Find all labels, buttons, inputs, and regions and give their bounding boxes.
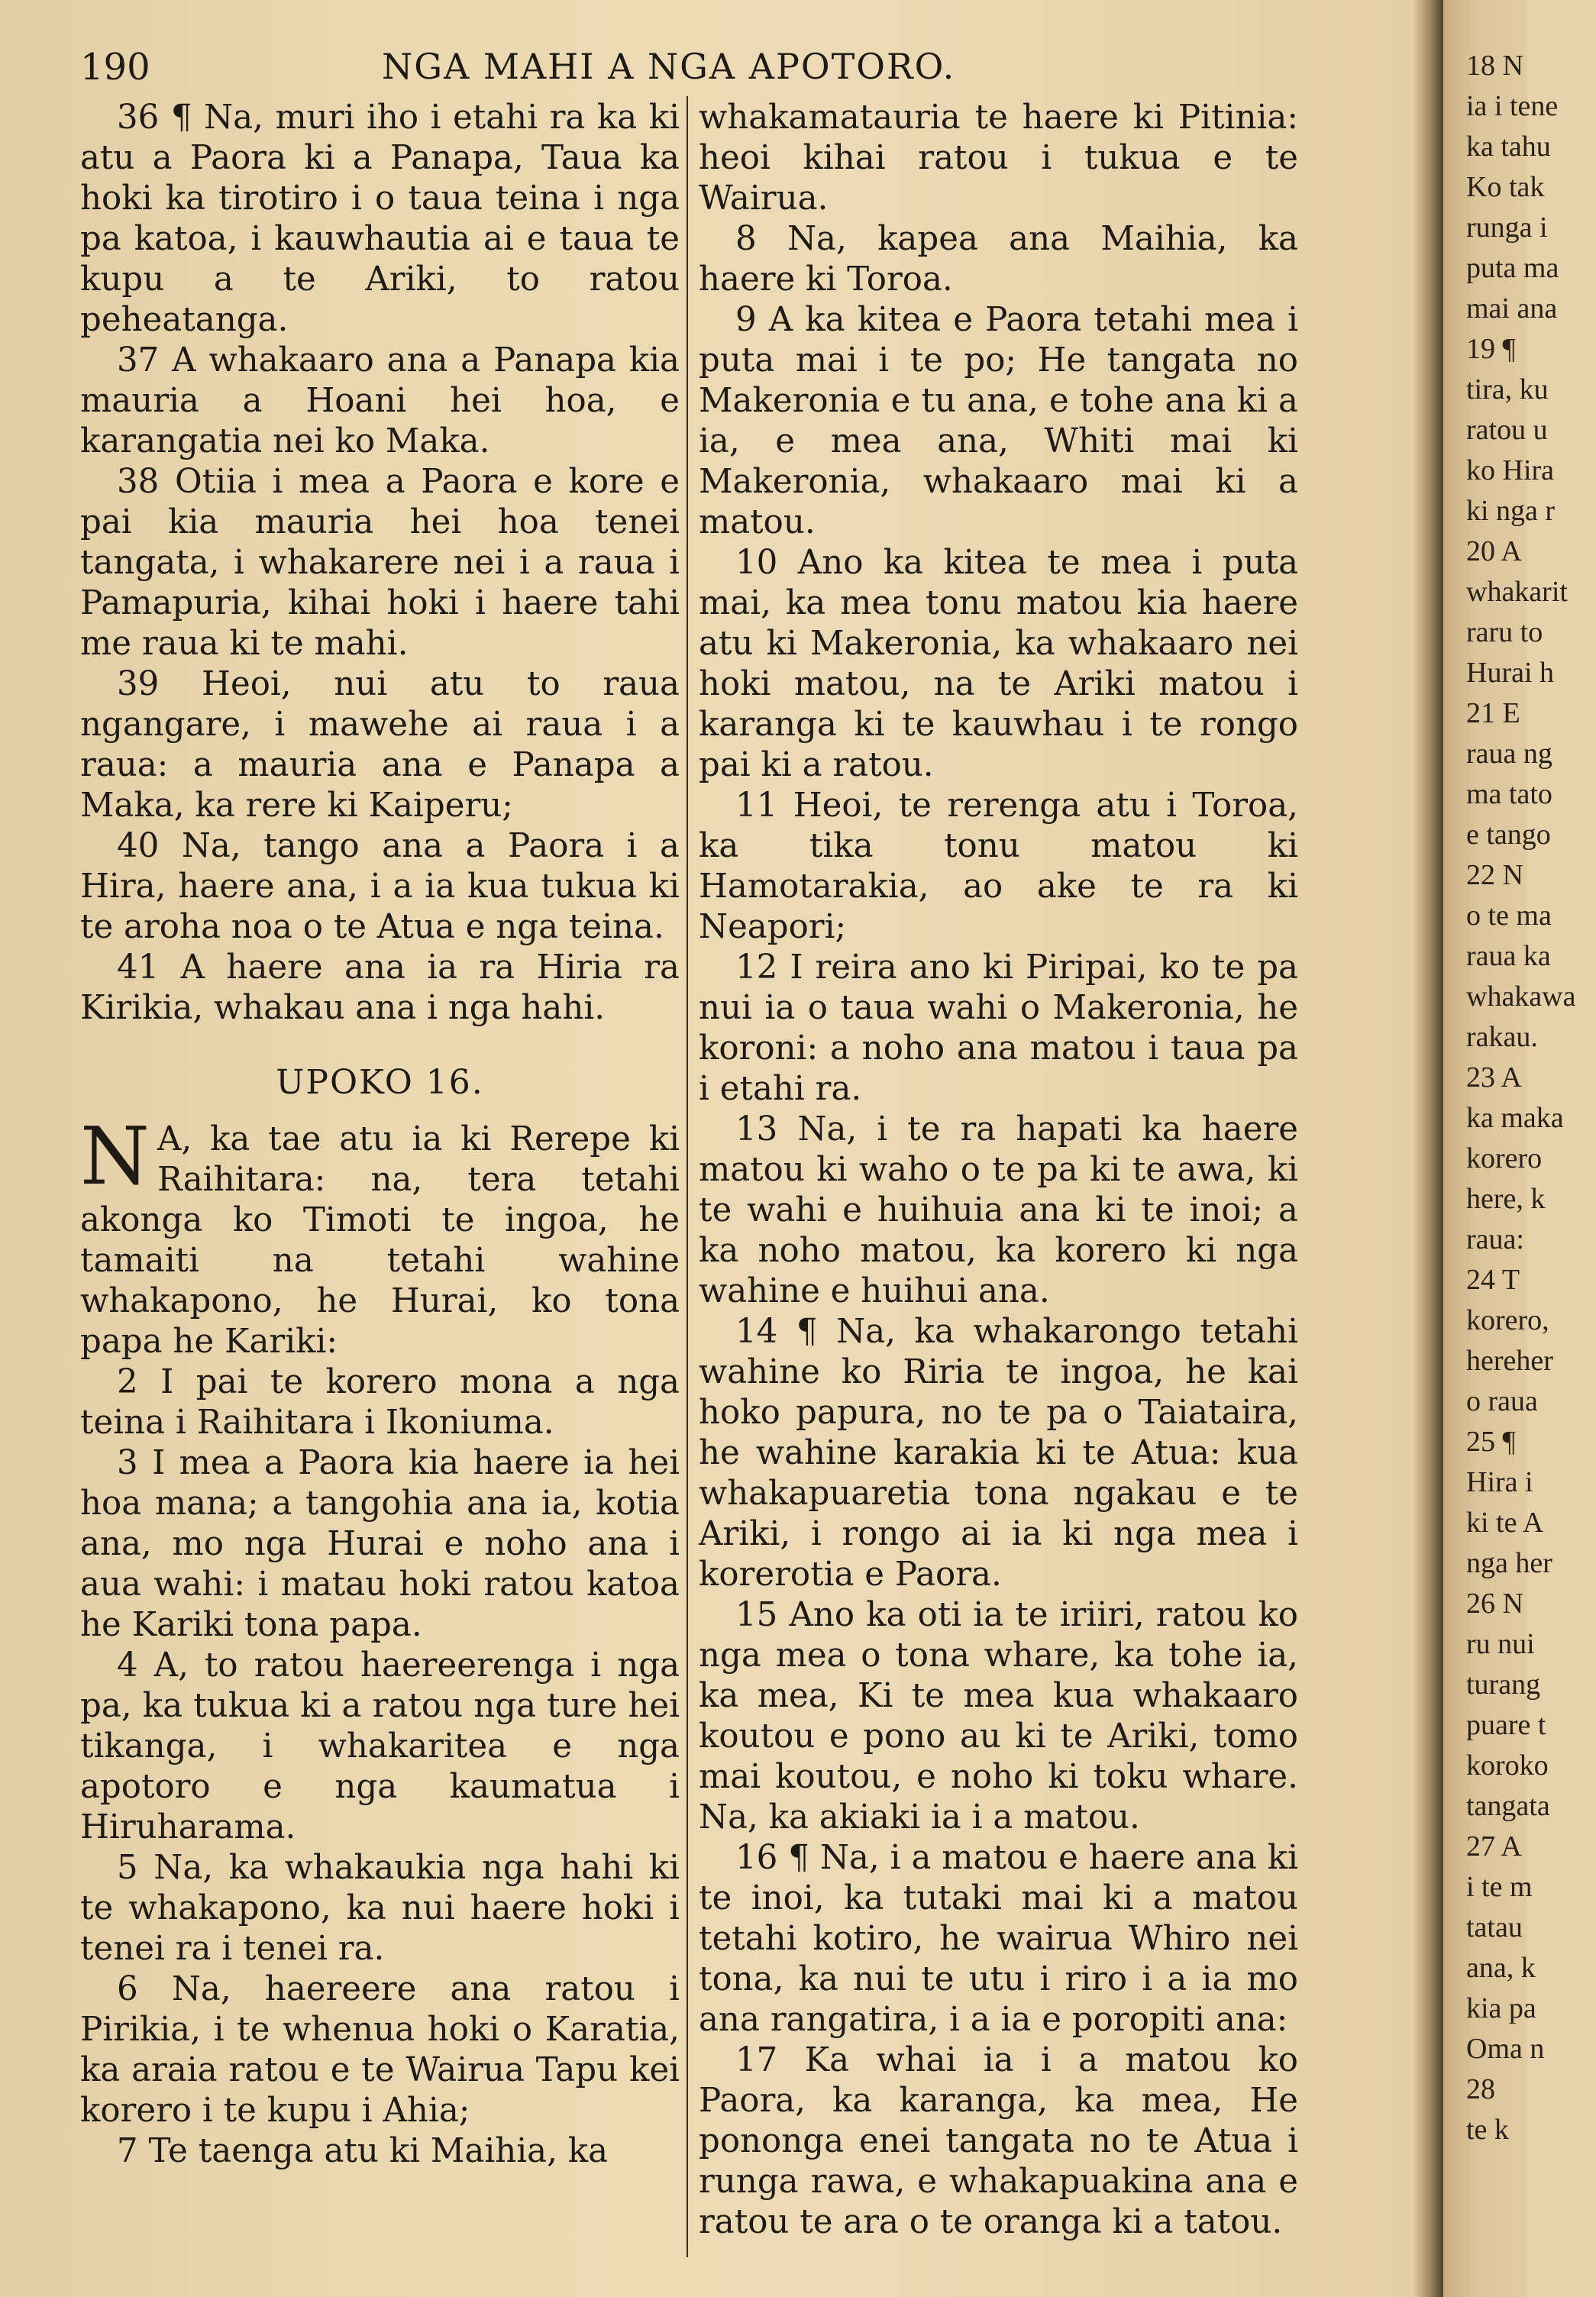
page-header <box>80 46 1019 99</box>
facing-page-line: ka maka <box>1466 1102 1564 1134</box>
facing-page-line: 25 ¶ <box>1466 1426 1516 1458</box>
right-column <box>699 98 1298 2259</box>
facing-page-line: ma tato <box>1466 778 1552 810</box>
verse-line-3: 11 Heoi, te rerenga atu i Toroa, ka tika tonu matou ki Hamotarakia, ao ake te ra ki Neapori; <box>699 787 1298 946</box>
facing-page-line: 19 ¶ <box>1466 333 1516 365</box>
verse-line-4: 40 Na, tango ana a Paora i a Hira, haere ana, i a ia kua tukua ki te aroha noa o te Atua e nga teina. <box>80 827 680 946</box>
verse-line-4: 12 I reira ano ki Piripai, ko te pa nui ia o taua wahi o Makeronia, he koroni: a noho ana matou i taua pa i etahi ra. <box>699 948 1298 1108</box>
facing-page-line: tira, ku <box>1466 373 1549 405</box>
verse-line-1: 37 A whakaaro ana a Panapa kia mauria a Hoani hei hoa, e karangatia nei ko Maka. <box>80 341 680 460</box>
verse-line-0: 8 Na, kapea ana Maihia, ka haere ki Toroa. <box>699 220 1298 299</box>
facing-page-line: ia i tene <box>1466 90 1559 122</box>
facing-page-line: 28 <box>1466 2073 1495 2105</box>
facing-page-line: rakau. <box>1466 1021 1538 1053</box>
facing-page-line: Hurai h <box>1466 657 1555 689</box>
facing-page-line: raua ka <box>1466 940 1551 972</box>
facing-page-line: 20 A <box>1466 535 1522 567</box>
facing-page-line: turang <box>1466 1669 1541 1701</box>
facing-page-line: 23 A <box>1466 1061 1522 1094</box>
verse-line-3: 5 Na, ka whakaukia nga hahi ki te whakapono, ka nui haere hoki i tenei ra i tenei ra. <box>80 1849 680 1968</box>
verse-line-5: 13 Na, i te ra hapati ka haere matou ki waho o te pa ki te awa, ki te wahi e huihuia ana ki te inoi; a ka noho matou, ka korero ki nga wahine e huihui ana. <box>699 1110 1298 1310</box>
facing-page-line: kia pa <box>1466 1992 1536 2024</box>
facing-page-line: puare t <box>1466 1709 1546 1741</box>
verse-line-1: 3 I mea a Paora kia haere ia hei hoa mana; a tangohia ana ia, kotia ana, mo nga Hurai e noho ana i aua wahi: i matau hoki ratou katoa he Kariki tona papa. <box>80 1444 680 1644</box>
verse-line-2: 38 Otiia i mea a Paora e kore e pai kia mauria hei hoa tenei tangata, i whakarere nei i a raua i Pamapuria, kihai hoki i haere tahi me raua ki te mahi. <box>80 463 680 663</box>
facing-page-line: ko Hira <box>1466 454 1555 486</box>
column-divider <box>687 96 688 2257</box>
facing-page-line: tangata <box>1466 1790 1550 1822</box>
verse-line-7: 15 Ano ka oti ia te iriiri, ratou ko nga mea o tona whare, ka tohe ia, ka mea, Ki te mea kua whakaaro koutou e pono au ki te Ariki, tomo mai koutou, e noho ki toku whare. Na, ka akiaki ia i a matou. <box>699 1596 1298 1837</box>
facing-page-line: ki nga r <box>1466 495 1556 527</box>
verse-line-5: 41 A haere ana ia ra Hiria ra Kirikia, whakau ana i nga hahi. <box>80 948 680 1027</box>
facing-page-line: e tango <box>1466 819 1551 851</box>
facing-page-line: ka tahu <box>1466 131 1551 163</box>
verses-right <box>699 219 1298 2243</box>
verse-line-0: 36 ¶ Na, muri iho i etahi ra ka ki atu a Paora ki a Panapa, Taua ka hoki ka tirotiro i o taua teina i nga pa katoa, i kauwhautia ai e taua te kupu a te Ariki, to ratou peheatanga. <box>80 99 680 339</box>
facing-page-line: tatau <box>1466 1911 1523 1943</box>
verse-line-3: 39 Heoi, nui atu to raua ngangare, i mawehe ai raua i a raua: a mauria ana e Panapa a Maka, ka rere ki Kaiperu; <box>80 665 680 825</box>
facing-page-line: raua ng <box>1466 738 1552 770</box>
facing-page-line: ki te A <box>1466 1507 1544 1539</box>
verse-line-2: 4 A, to ratou haereerenga i nga pa, ka tukua ki a ratou nga ture hei tikanga, i whakaritea e nga apotoro e nga kaumatua i Hiruharama. <box>80 1646 680 1846</box>
facing-page-line: koroko <box>1466 1749 1549 1782</box>
chapter-heading: UPOKO 16. <box>276 1063 484 1102</box>
facing-page-line: ru nui <box>1466 1628 1535 1660</box>
facing-page-line: te k <box>1466 2114 1509 2146</box>
verse-7-continuation: whakamatauria te haere ki Pitinia: heoi kihai ratou i tukua e te Wairua. <box>699 99 1298 218</box>
facing-page-line: Hira i <box>1466 1466 1533 1498</box>
verses-chapter-16 <box>80 1362 680 2172</box>
facing-page-line: ana, k <box>1466 1952 1536 1984</box>
facing-page-line: i te m <box>1466 1871 1533 1903</box>
drop-cap: N <box>80 1110 150 1203</box>
book-gutter-shadow <box>1413 0 1443 2297</box>
facing-page-line: nga her <box>1466 1547 1552 1579</box>
verse-line-5: 7 Te taenga atu ki Maihia, ka <box>117 2132 609 2170</box>
facing-page-line: raua: <box>1466 1223 1524 1255</box>
facing-page-line: Oma n <box>1466 2033 1545 2065</box>
facing-page-line: mai ana <box>1466 292 1558 325</box>
facing-page-line: runga i <box>1466 212 1548 244</box>
verse-line-1: 9 A ka kitea e Paora tetahi mea i puta mai i te po; He tangata no Makeronia e tu ana, e tohe ana ki a ia, e mea ana, Whiti mai ki Makeronia, whakaaro mai ki a matou. <box>699 301 1298 541</box>
facing-page-line: 18 N <box>1466 50 1523 82</box>
verse-line-4: 6 Na, haereere ana ratou i Pirikia, i te whenua hoki o Karatia, ka araia ratou e te Wairua Tapu kei korero i te kupu i Ahia; <box>80 1970 680 2130</box>
facing-page-line: 26 N <box>1466 1588 1523 1620</box>
facing-page-line: korero, <box>1466 1304 1549 1336</box>
running-title: NGA MAHI A NGA APOTORO. <box>382 46 956 87</box>
verse-line-6: 14 ¶ Na, ka whakarongo tetahi wahine ko Riria te ingoa, he kai hoko papura, no te pa o Taiataira, he wahine karakia ki te Atua: kua whakapuaretia tona ngakau e te Ariki, i rongo ai ia ki nga mea i korerotia e Paora. <box>699 1313 1298 1594</box>
verse-line-8: 16 ¶ Na, i a matou e haere ana ki te inoi, ka tutaki mai ki a matou tetahi kotiro, he wairua Whiro nei tona, ka nui te utu i riro i a ia mo ana rangatira, i a ia e poropiti ana: <box>699 1839 1298 2039</box>
facing-page-line: raru to <box>1466 616 1543 648</box>
facing-page-line: 27 A <box>1466 1830 1522 1862</box>
verse-line-0: 2 I pai te korero mona a nga teina i Raihitara i Ikoniuma. <box>80 1363 680 1442</box>
facing-page-line: 21 E <box>1466 697 1520 729</box>
verse-line-9: 17 Ka whai ia i a matou ko Paora, ka karanga, ka mea, He pononga enei tangata no te Atua i runga rawa, e whakapuakina ana e ratou te ara o te oranga ki a tatou. <box>699 2041 1298 2241</box>
facing-page-line: hereher <box>1466 1345 1553 1377</box>
verse-1-text: A, ka tae atu ia ki Rerepe ki Raihitara: na, tera tetahi akonga ko Timoti te ingoa, he tamaiti na tetahi wahine whakapono, he Hurai, ko tona papa he Kariki: <box>80 1120 680 1361</box>
left-column <box>80 98 680 2259</box>
facing-page-line: o te ma <box>1466 900 1552 932</box>
page-number: 190 <box>80 46 150 89</box>
verse-line-2: 10 Ano ka kitea te mea i puta mai, ka mea tonu matou kia haere atu ki Makeronia, ka whakaaro nei hoki matou, na te Ariki matou i karanga ki te kauwhau i te rongo pai ki a ratou. <box>699 544 1298 784</box>
facing-page-line: whakawa <box>1466 981 1576 1013</box>
facing-page-line: whakarit <box>1466 576 1568 608</box>
facing-page-text <box>1443 46 1596 2150</box>
facing-page-line: korero <box>1466 1142 1543 1174</box>
facing-page-line: 22 N <box>1466 859 1523 891</box>
facing-page-line: here, k <box>1466 1183 1546 1215</box>
facing-page-line: puta ma <box>1466 252 1559 284</box>
facing-page-line: 24 T <box>1466 1264 1520 1296</box>
facing-page-edge <box>1443 0 1576 2297</box>
facing-page-line: ratou u <box>1466 414 1548 446</box>
chapter-16-verse-1 <box>80 1110 680 1362</box>
facing-page-line: o raua <box>1466 1385 1538 1417</box>
verses-chapter-15 <box>80 98 680 1029</box>
facing-page-line: Ko tak <box>1466 171 1545 203</box>
